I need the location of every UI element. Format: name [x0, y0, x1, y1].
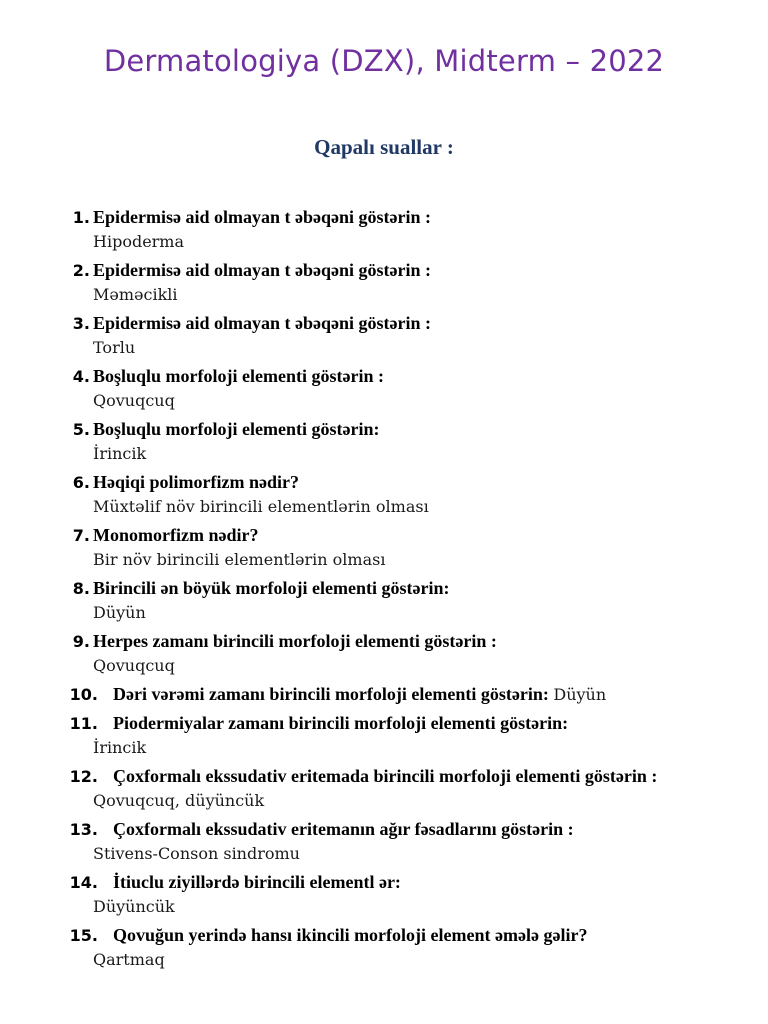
question-text: Çoxformalı ekssudativ eritemanın ağır fəsadlarını göstərin :	[113, 819, 574, 839]
question-number: 2.	[72, 261, 90, 280]
answer-text: Qovuqcuq	[93, 391, 175, 410]
document-title: Dermatologiya (DZX), Midterm – 2022	[103, 44, 665, 78]
answer-text: Torlu	[93, 338, 136, 357]
answer-text: Bir növ birincili elementlərin olması	[93, 550, 386, 569]
question-number: 13.	[69, 820, 98, 839]
question-item	[0, 364, 768, 413]
question-item	[0, 258, 768, 307]
answer-text: İrincik	[93, 444, 147, 463]
question-item	[0, 470, 768, 519]
answer-text: Düyün	[553, 685, 607, 704]
question-text: Epidermisə aid olmayan t əbəqəni göstərin :	[93, 207, 431, 227]
question-number: 8.	[72, 579, 90, 598]
question-text: Çoxformalı ekssudativ eritemada birincili morfoloji elementi göstərin :	[113, 766, 658, 786]
question-item	[0, 711, 768, 760]
answer-text: Hipoderma	[93, 232, 185, 251]
question-item	[0, 417, 768, 466]
question-text-content: Dəri vərəmi zamanı birincili morfoloji elementi göstərin:	[113, 684, 549, 704]
question-text: Qovuğun yerində hansı ikincili morfoloji element əmələ gəlir?	[113, 925, 588, 945]
question-text: Epidermisə aid olmayan t əbəqəni göstərin :	[93, 260, 431, 280]
question-item	[0, 870, 768, 919]
answer-text: Stivens-Conson sindromu	[93, 844, 300, 863]
question-number: 9.	[72, 632, 90, 651]
question-number: 12.	[69, 767, 98, 786]
question-text: Epidermisə aid olmayan t əbəqəni göstərin :	[93, 313, 431, 333]
question-text: Monomorfizm nədir?	[93, 525, 259, 545]
question-number: 6.	[72, 473, 90, 492]
question-item	[0, 311, 768, 360]
question-number: 11.	[69, 714, 98, 733]
question-number: 15.	[69, 926, 98, 945]
question-number: 4.	[72, 367, 90, 386]
question-number: 5.	[72, 420, 90, 439]
question-item	[0, 629, 768, 678]
question-text: Həqiqi polimorfizm nədir?	[93, 472, 299, 492]
question-item	[0, 923, 768, 972]
answer-text: Düyün	[93, 603, 146, 622]
answer-text: Qartmaq	[93, 950, 165, 969]
question-text: Birincili ən böyük morfoloji elementi göstərin:	[93, 578, 450, 598]
question-text: Boşluqlu morfoloji elementi göstərin :	[93, 366, 384, 386]
question-text: Boşluqlu morfoloji elementi göstərin:	[93, 419, 380, 439]
section-title: Qapalı suallar :	[314, 135, 454, 159]
question-text: Piodermiyalar zamanı birincili morfoloji elementi göstərin:	[113, 713, 569, 733]
answer-text: Düyüncük	[93, 897, 175, 916]
question-number: 14.	[69, 873, 98, 892]
question-item	[0, 205, 768, 254]
question-list	[0, 205, 768, 976]
question-item	[0, 682, 768, 707]
answer-text: Qovuqcuq	[93, 656, 175, 675]
question-number: 1.	[72, 208, 90, 227]
question-item	[0, 523, 768, 572]
question-item	[0, 576, 768, 625]
question-number: 10.	[69, 685, 98, 704]
answer-text: Məməcikli	[93, 285, 178, 304]
question-text: İtiuclu ziyillərdə birincili elementl ər:	[113, 872, 401, 892]
question-text	[113, 682, 708, 707]
question-item	[0, 817, 768, 866]
question-number: 3.	[72, 314, 90, 333]
question-item	[0, 764, 768, 813]
question-text: Herpes zamanı birincili morfoloji elementi göstərin :	[93, 631, 497, 651]
answer-text: İrincik	[93, 738, 147, 757]
question-number: 7.	[72, 526, 90, 545]
answer-text: Müxtəlif növ birincili elementlərin olması	[93, 497, 429, 516]
answer-text: Qovuqcuq, düyüncük	[93, 791, 265, 810]
